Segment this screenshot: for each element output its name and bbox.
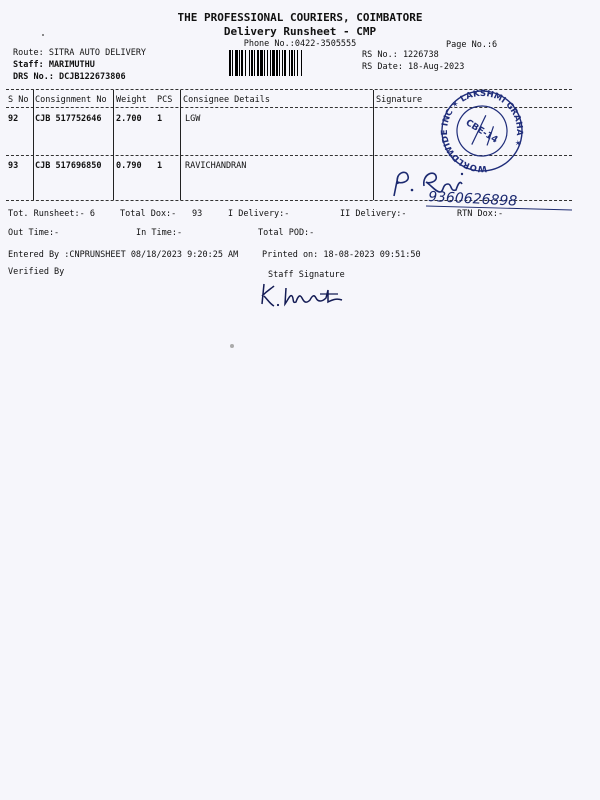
row-pcs: 1	[157, 161, 163, 171]
company-stamp	[430, 88, 535, 173]
return-dox: RTN Dox:-	[457, 209, 504, 219]
header-consignee: Consignee Details	[183, 95, 270, 105]
rs-date: RS Date: 18-Aug-2023	[362, 62, 465, 72]
row-pcs: 1	[157, 114, 163, 124]
header-sno: S No	[8, 95, 29, 105]
stamp-ring-text: WORLDWIDE INC ✶ LAKSHMI GRAHA ✶	[439, 88, 525, 173]
total-dox-label: Total Dox:-	[120, 209, 177, 219]
staff-signature	[258, 280, 358, 310]
header-pcs: PCS	[157, 95, 173, 105]
header-signature: Signature	[376, 95, 423, 105]
scan-speck	[230, 344, 234, 348]
staff-label: Staff: MARIMUTHU	[13, 60, 95, 70]
entered-by: Entered By :CNPRUNSHEET 08/18/2023 9:20:25 AM	[8, 250, 239, 260]
row-consignment: CJB 517696850	[35, 161, 102, 171]
receiver-signature	[386, 162, 586, 212]
row-sno: 92	[8, 114, 19, 124]
first-delivery: I Delivery:-	[228, 209, 290, 219]
phone-number: Phone No.:0422-3505555	[243, 39, 357, 49]
total-pod: Total POD:-	[258, 228, 315, 238]
in-time: In Time:-	[136, 228, 183, 238]
total-dox-value: 93	[192, 209, 203, 219]
document-title: Delivery Runsheet - CMP	[223, 25, 377, 38]
staff-signature-label: Staff Signature	[268, 270, 345, 280]
company-name: THE PROFESSIONAL COURIERS, COIMBATORE	[177, 11, 423, 24]
scan-speck	[42, 34, 44, 36]
route-label: Route: SITRA AUTO DELIVERY	[13, 48, 147, 58]
column-line	[113, 90, 114, 200]
barcode	[229, 50, 354, 76]
row-sno: 93	[8, 161, 19, 171]
header-consignment: Consignment No	[35, 95, 107, 105]
row-consignee: RAVICHANDRAN	[185, 161, 247, 171]
row-weight: 0.790	[116, 161, 142, 171]
column-line	[33, 90, 34, 200]
row-weight: 2.700	[116, 114, 142, 124]
rs-number: RS No.: 1226738	[362, 50, 439, 60]
second-delivery: II Delivery:-	[340, 209, 407, 219]
column-line	[180, 90, 181, 200]
total-runsheet: Tot. Runsheet:- 6	[8, 209, 95, 219]
drs-number: DRS No.: DCJB122673806	[13, 72, 126, 82]
out-time: Out Time:-	[8, 228, 60, 238]
header-weight: Weight	[116, 95, 147, 105]
stamp-center-text: CBE-14	[463, 118, 500, 146]
row-consignment: CJB 517752646	[35, 114, 102, 124]
printed-on: Printed on: 18-08-2023 09:51:50	[262, 250, 421, 260]
receiver-phone: 9360626898	[427, 188, 518, 210]
verified-by: Verified By	[8, 267, 65, 277]
page-number: Page No.:6	[446, 40, 498, 50]
barcode-bar	[302, 50, 304, 76]
column-line	[373, 90, 374, 200]
row-consignee: LGW	[185, 114, 201, 124]
